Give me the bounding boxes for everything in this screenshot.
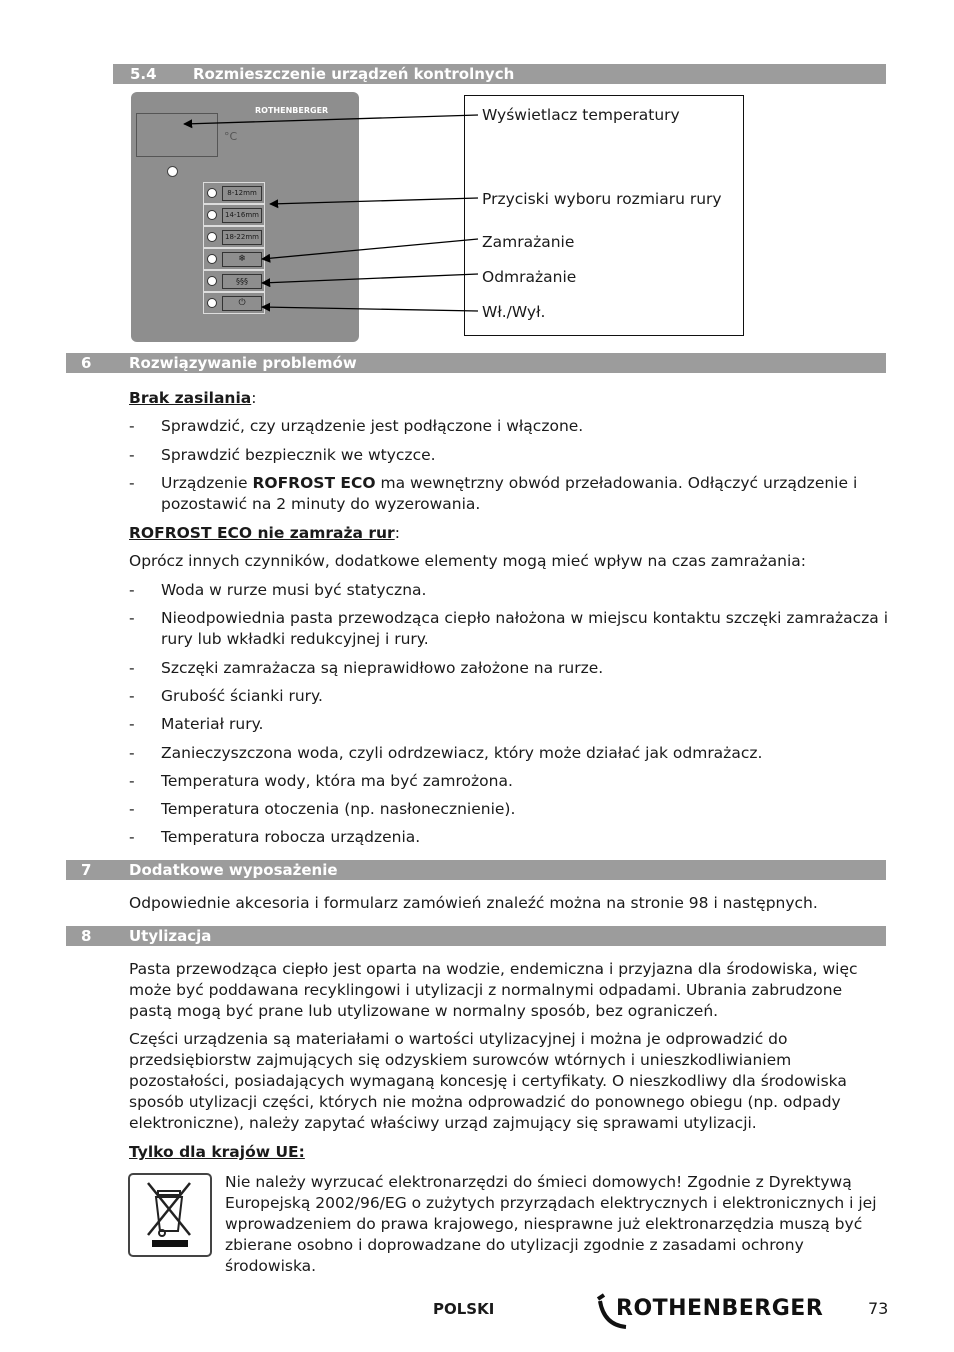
section-number: 6 — [81, 354, 92, 372]
accessories-text: Odpowiednie akcesoria i formularz zamówień znaleźć można na stronie 98 i następnych. — [129, 894, 818, 912]
section-bar-7 — [66, 860, 886, 880]
eu-text: Nie należy wyrzucać elektronarzędzi do śmieci domowych! Zgodnie z Dyrektywą Europejską 2002/96/EG o zużytych przyrządach elektrycznych i elektronicznych i jej wprowadzeniem do prawa krajowego, niesprawne już elektronarzędzia muszą być zbierane osobno i doprowadzane do utylizacji zgodnie z zasadami ochrony środowiska. — [225, 1173, 877, 1275]
section-number: 8 — [81, 927, 92, 945]
section-title: Rozwiązywanie problemów — [129, 354, 357, 372]
callout-freeze: Zamrażanie — [482, 233, 575, 251]
footer-logo — [596, 1291, 836, 1331]
section-title: Utylizacja — [129, 927, 212, 945]
page-number: 73 — [868, 1299, 889, 1318]
list-item: - Nieodpowiednia pasta przewodząca ciepło nałożona w miejscu kontaktu szczęki zamrażacza i rury lub wkładki redukcyjnej i rury. — [129, 609, 889, 648]
section-bar-6 — [66, 353, 886, 373]
section-number: 5.4 — [130, 65, 157, 83]
disposal-paragraph-1: Pasta przewodząca ciepło jest oparta na wodzie, endemiczna i przyjazna dla środowiska, więc może być poddawana recyklingowi i utylizacji z normalnymi odpadami. Ubrania zabrudzone pastą mogą być prane lub utylizowane w normalny sposób, bez ograniczeń. — [129, 960, 858, 1020]
disposal-paragraph-2: Części urządzenia są materiałami o wartości utylizacyjnej i można je odprowadzić do przedsiębiorstw zajmujących się odzyskiem surowców wtórnych i unieszkodliwianiem pozostałości, posiadających wymaganą koncesję i certyfikaty. O nieszkodliwy dla środowiska sposób utylizacji części, których nie można odprowadzić do ponownego obiegu (np. odpady elektroniczne), należy zapytać właściwy urząd zajmujący się sprawami utylizacji. — [129, 1030, 847, 1132]
eu-heading: Tylko dla krajów UE: — [129, 1143, 305, 1161]
callout-size-buttons: Przyciski wyboru rozmiaru rury — [482, 190, 722, 208]
subheading-not-freezing: ROFROST ECO nie zamraża rur: — [129, 524, 400, 542]
freeze-icon: ❄ — [222, 252, 262, 267]
size-label: 14-16mm — [222, 208, 262, 223]
callout-arrows — [0, 0, 954, 360]
section-number: 7 — [81, 861, 92, 879]
footer-brand: ROTHENBERGER — [616, 1296, 824, 1321]
list-item: - Urządzenie ROFROST ECO ma wewnętrzny obwód przeładowania. Odłączyć urządzenie i pozostawić na 2 minuty do wyzerowania. — [129, 474, 858, 513]
footer-language: POLSKI — [433, 1300, 495, 1318]
power-icon: ⏻ — [222, 296, 262, 311]
subheading-no-power: Brak zasilania: — [129, 389, 257, 407]
thaw-icon: §§§ — [222, 274, 262, 289]
brand-mark: ROTHENBERGER — [255, 106, 329, 115]
size-label: 8-12mm — [222, 186, 262, 201]
size-label: 18-22mm — [222, 230, 262, 245]
intro-text: Oprócz innych czynników, dodatkowe elementy mogą mieć wpływ na czas zamrażania: — [129, 552, 806, 570]
callout-power: Wł./Wył. — [482, 303, 546, 321]
section-title: Rozmieszczenie urządzeń kontrolnych — [193, 65, 515, 83]
callout-thaw: Odmrażanie — [482, 268, 577, 286]
weee-bin-icon — [128, 1173, 212, 1257]
section-bar-8 — [66, 926, 886, 946]
callout-display: Wyświetlacz temperatury — [482, 106, 680, 124]
unit-label: °C — [224, 130, 238, 143]
section-title: Dodatkowe wyposażenie — [129, 861, 338, 879]
